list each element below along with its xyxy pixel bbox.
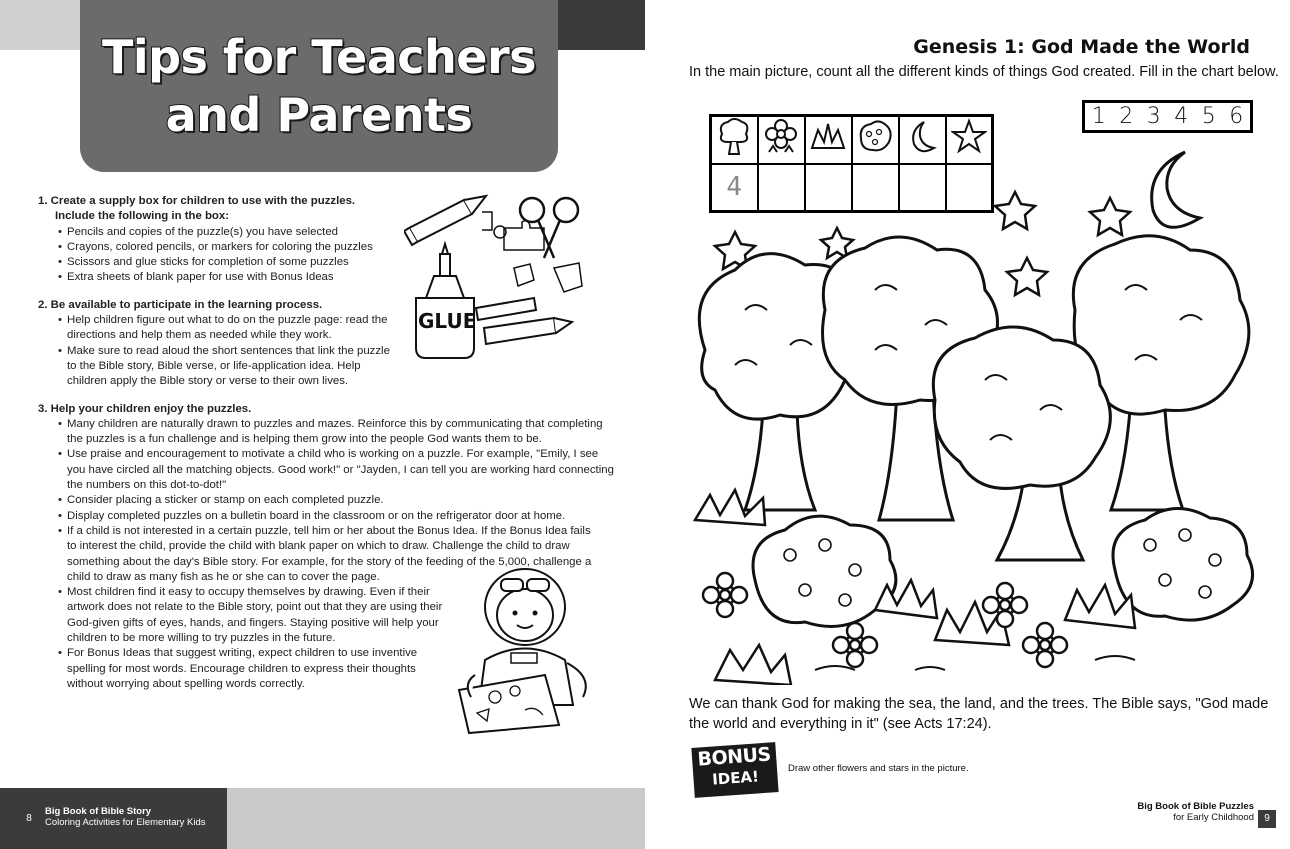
bonus-idea-badge xyxy=(691,742,778,798)
number-line xyxy=(1082,100,1253,133)
tree-icon xyxy=(716,118,752,156)
crayon-icon xyxy=(476,298,572,344)
top-band-dark xyxy=(555,0,645,50)
footer-book-title xyxy=(45,806,206,828)
star-icon xyxy=(995,192,1035,229)
pencil-icon xyxy=(404,196,486,245)
number-3: 3 xyxy=(1146,104,1161,129)
moon-icon xyxy=(1152,152,1200,227)
list-item: • Help children figure out what to do on the puzzle page: read the directions and help them as needed while they work. xyxy=(58,313,398,344)
tip-heading-1: 1. Create a supply box for children to use with the puzzles. xyxy=(38,195,356,207)
number-2: 2 xyxy=(1119,104,1134,129)
chart-cell-bush xyxy=(805,116,852,164)
count-input-flower[interactable] xyxy=(758,164,805,212)
footer-book-title xyxy=(1137,802,1254,823)
title-line-2: and Parents xyxy=(165,88,473,142)
child-illustration xyxy=(455,565,605,735)
list-item: • Use praise and encouragement to motivate a child who is working on a puzzle. For example, "Emily, I see you have circled all the matching objects. Good work!" or "Jayden, I can tell you are working hard connecting the numbers on this dot-to-dot!" xyxy=(58,447,618,493)
title-line-1: Tips for Teachers xyxy=(101,30,537,84)
bonus-label: BONUS xyxy=(696,743,772,771)
bush-icon xyxy=(715,645,791,685)
flower-icon xyxy=(1023,623,1067,667)
tip-heading-2: 2. Be available to participate in the learning process. xyxy=(38,298,323,311)
number-5: 5 xyxy=(1201,104,1216,129)
list-item: • Crayons, colored pencils, or markers for coloring the puzzles xyxy=(58,240,398,255)
chart-cell-star xyxy=(946,116,993,164)
tree-icon xyxy=(933,327,1110,488)
footer-subtitle: for Early Childhood xyxy=(1173,811,1254,823)
page-title: Genesis 1: God Made the World xyxy=(913,36,1250,58)
list-item: • Extra sheets of blank paper for use with Bonus Ideas xyxy=(58,270,398,285)
count-input-bush[interactable] xyxy=(805,164,852,212)
top-band-light xyxy=(0,0,90,50)
star-icon xyxy=(951,118,987,156)
tip-subheading-1: Include the following in the box: xyxy=(55,210,230,223)
chart-cell-flower xyxy=(758,116,805,164)
chart-cell-round-bush xyxy=(852,116,899,164)
count-input-round-bush[interactable] xyxy=(852,164,899,212)
table-row xyxy=(711,164,993,212)
idea-label: IDEA! xyxy=(711,767,760,789)
list-item: • Make sure to read aloud the short sentences that link the puzzle to the Bible story, Bible verse, or life-application idea. Help children apply the Bible story or verse to their own lives. xyxy=(58,344,398,390)
footer-subtitle: Coloring Activities for Elementary Kids xyxy=(45,817,206,828)
list-item: • If a child is not interested in a certain puzzle, tell him or her about the Bonus Idea. If the Bonus Idea fails to interest the child, provide the child with blank paper on which to draw. Challenge the child to draw something about the day's Bible story. For example, for the story of the feeding of the 5,000, challenge a child to draw as many fish as he or she can to cover the page. xyxy=(58,524,598,585)
right-page xyxy=(645,0,1290,849)
instructions: In the main picture, count all the different kinds of things God created. Fill in the chart below. xyxy=(689,64,1279,80)
creation-illustration xyxy=(675,140,1265,685)
list-item: • Scissors and glue sticks for completion of some puzzles xyxy=(58,255,398,270)
tip-heading-3: 3. Help your children enjoy the puzzles. xyxy=(38,402,252,415)
bonus-idea-text: Draw other flowers and stars in the picture. xyxy=(788,763,969,774)
list-item: • Pencils and copies of the puzzle(s) you have selected xyxy=(58,225,398,240)
page-title xyxy=(102,28,536,144)
count-input-tree[interactable]: 4 xyxy=(711,164,758,212)
number-4: 4 xyxy=(1174,104,1189,129)
number-6: 6 xyxy=(1229,104,1244,129)
list-item: • Many children are naturally drawn to puzzles and mazes. Reinforce this by communicating that completing the puzzles is a fun challenge and is helping them grow into the people God wants them to be. xyxy=(58,417,618,448)
counting-chart xyxy=(709,114,994,213)
glue-label: GLUE xyxy=(418,309,477,333)
glue-bottle-icon xyxy=(416,244,477,358)
footer-title: Big Book of Bible Story xyxy=(45,806,152,817)
closing-text: We can thank God for making the sea, the land, and the trees. The Bible says, "God made the world and everything in it" (see Acts 17:24). xyxy=(689,696,1269,732)
puzzle-scraps-icon xyxy=(482,212,582,292)
list-item: • Most children find it easy to occupy themselves by drawing. Even if their artwork does not relate to the Bible story, point out that they are using their God-given gifts of eyes, hands, and fingers. Staying positive will help your children to be more willing to try puzzles in the future. xyxy=(58,585,448,646)
round-bush-icon xyxy=(857,118,893,156)
count-input-moon[interactable] xyxy=(899,164,946,212)
list-item: • For Bonus Ideas that suggest writing, expect children to use inventive spelling for most words. Encourage children to express their thoughts without worrying about spelling words correctly. xyxy=(58,646,448,692)
scissors-icon xyxy=(520,198,578,258)
footer-title: Big Book of Bible Puzzles xyxy=(1137,801,1254,812)
bush-icon xyxy=(810,118,846,156)
flower-icon xyxy=(763,118,799,156)
page-number: 8 xyxy=(20,810,38,828)
number-1: 1 xyxy=(1091,104,1106,129)
flower-icon xyxy=(833,623,877,667)
star-icon xyxy=(1007,258,1047,295)
flower-icon xyxy=(703,573,747,617)
star-icon xyxy=(1090,198,1130,235)
flower-icon xyxy=(983,583,1027,627)
title-box xyxy=(80,0,558,172)
moon-icon xyxy=(904,118,940,156)
list-item: • Consider placing a sticker or stamp on each completed puzzle. xyxy=(58,493,618,508)
supplies-illustration xyxy=(404,188,594,363)
round-bush-icon xyxy=(1113,508,1253,620)
page-number: 9 xyxy=(1258,810,1276,828)
table-row xyxy=(711,116,993,164)
list-item: • Display completed puzzles on a bulletin board in the classroom or on the refrigerator door at home. xyxy=(58,509,618,524)
chart-cell-moon xyxy=(899,116,946,164)
chart-cell-tree xyxy=(711,116,758,164)
count-input-star[interactable] xyxy=(946,164,993,212)
